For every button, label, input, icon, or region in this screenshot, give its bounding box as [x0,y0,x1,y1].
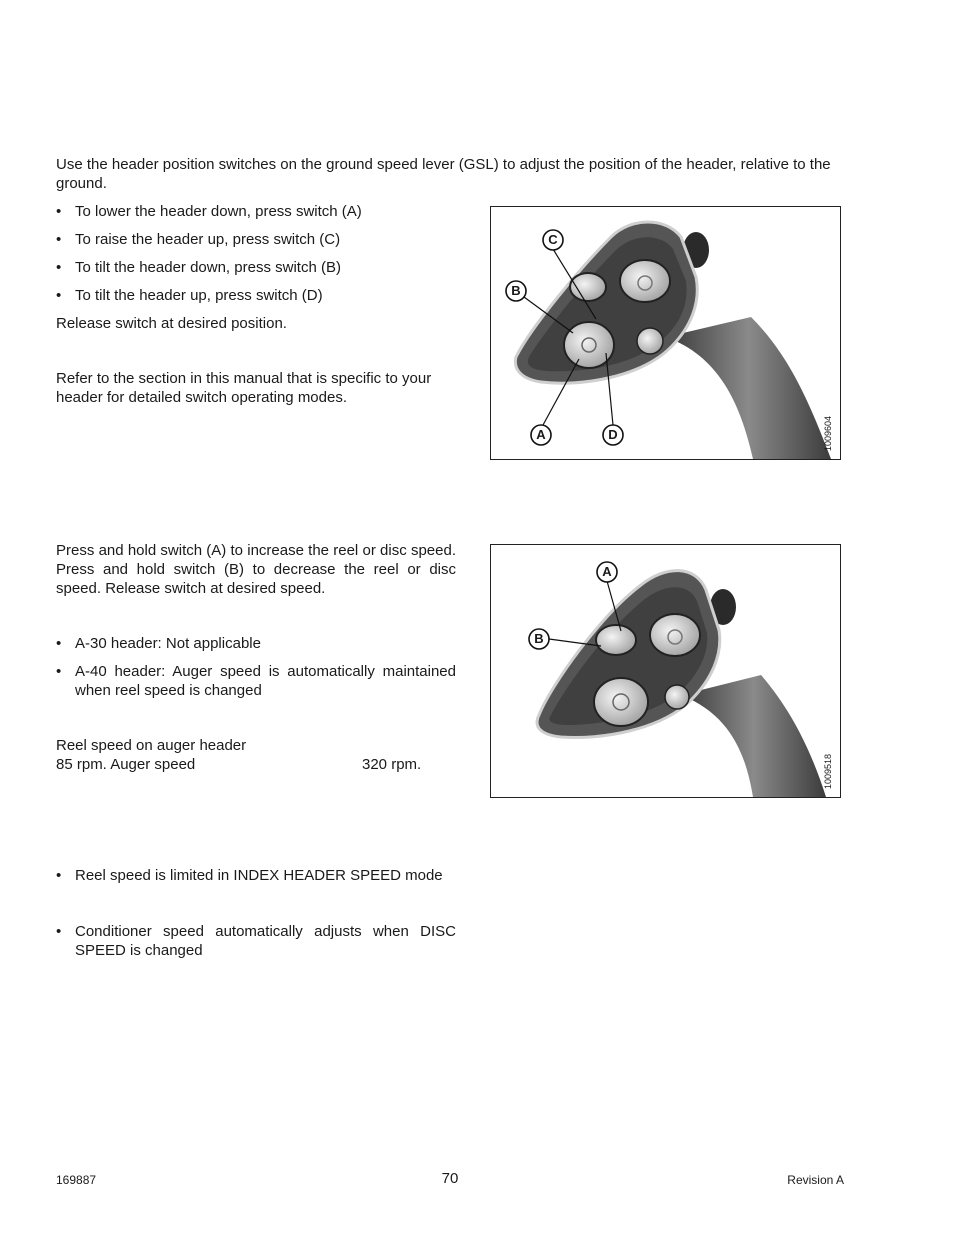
footer-revision: Revision A [787,1173,844,1187]
gsl-speed-switches-figure [490,544,841,798]
figure-number: 1009604 [823,415,833,451]
intro-paragraph-speed: Press and hold switch (A) to increase the reel or disc speed. Press and hold switch (B) to decrease the reel or disc speed. Release switch at desired speed. [56,542,456,597]
intro-paragraph-position: Use the header position switches on the ground speed lever (GSL) to adjust the position of the header, relative to the ground. [56,156,831,192]
callout-b: B [511,283,521,298]
bullet-a30-header: • A-30 header: Not applicable [56,634,456,653]
bullet-conditioner-speed: • Conditioner speed automatically adjusts when DISC SPEED is changed [56,922,456,960]
bullet-reel-speed-limited: • Reel speed is limited in INDEX HEADER SPEED mode [56,866,456,885]
bullet-a40-header: • A-40 header: Auger speed is automatically maintained when reel speed is changed [56,662,456,700]
reel-speed-line1: Reel speed on auger header [56,737,247,754]
callout-a: A [536,427,546,442]
gsl-position-switches-figure [490,206,841,460]
callout-b: B [534,631,544,646]
bullet-raise-header: • To raise the header up, press switch (C) [56,230,456,249]
footer-doc-number: 169887 [56,1173,97,1187]
gsl-handle-illustration-2 [491,545,840,797]
reel-speed-line2b: 320 rpm. [362,756,422,773]
bullet-tilt-up: • To tilt the header up, press switch (D) [56,286,456,305]
reel-speed-line2a: 85 rpm. Auger speed [56,756,196,773]
callout-c: C [548,232,558,247]
footer-page-number: 70 [441,1170,459,1187]
figure-number: 1009518 [823,753,833,789]
header-section-note: Refer to the section in this manual that is specific to your header for detailed switch operating modes. [56,370,432,406]
release-instruction: Release switch at desired position. [56,315,287,332]
callout-a: A [602,564,612,579]
bullet-lower-header: • To lower the header down, press switch (A) [56,202,456,221]
callout-d: D [608,427,618,442]
bullet-tilt-down: • To tilt the header down, press switch (B) [56,258,456,277]
